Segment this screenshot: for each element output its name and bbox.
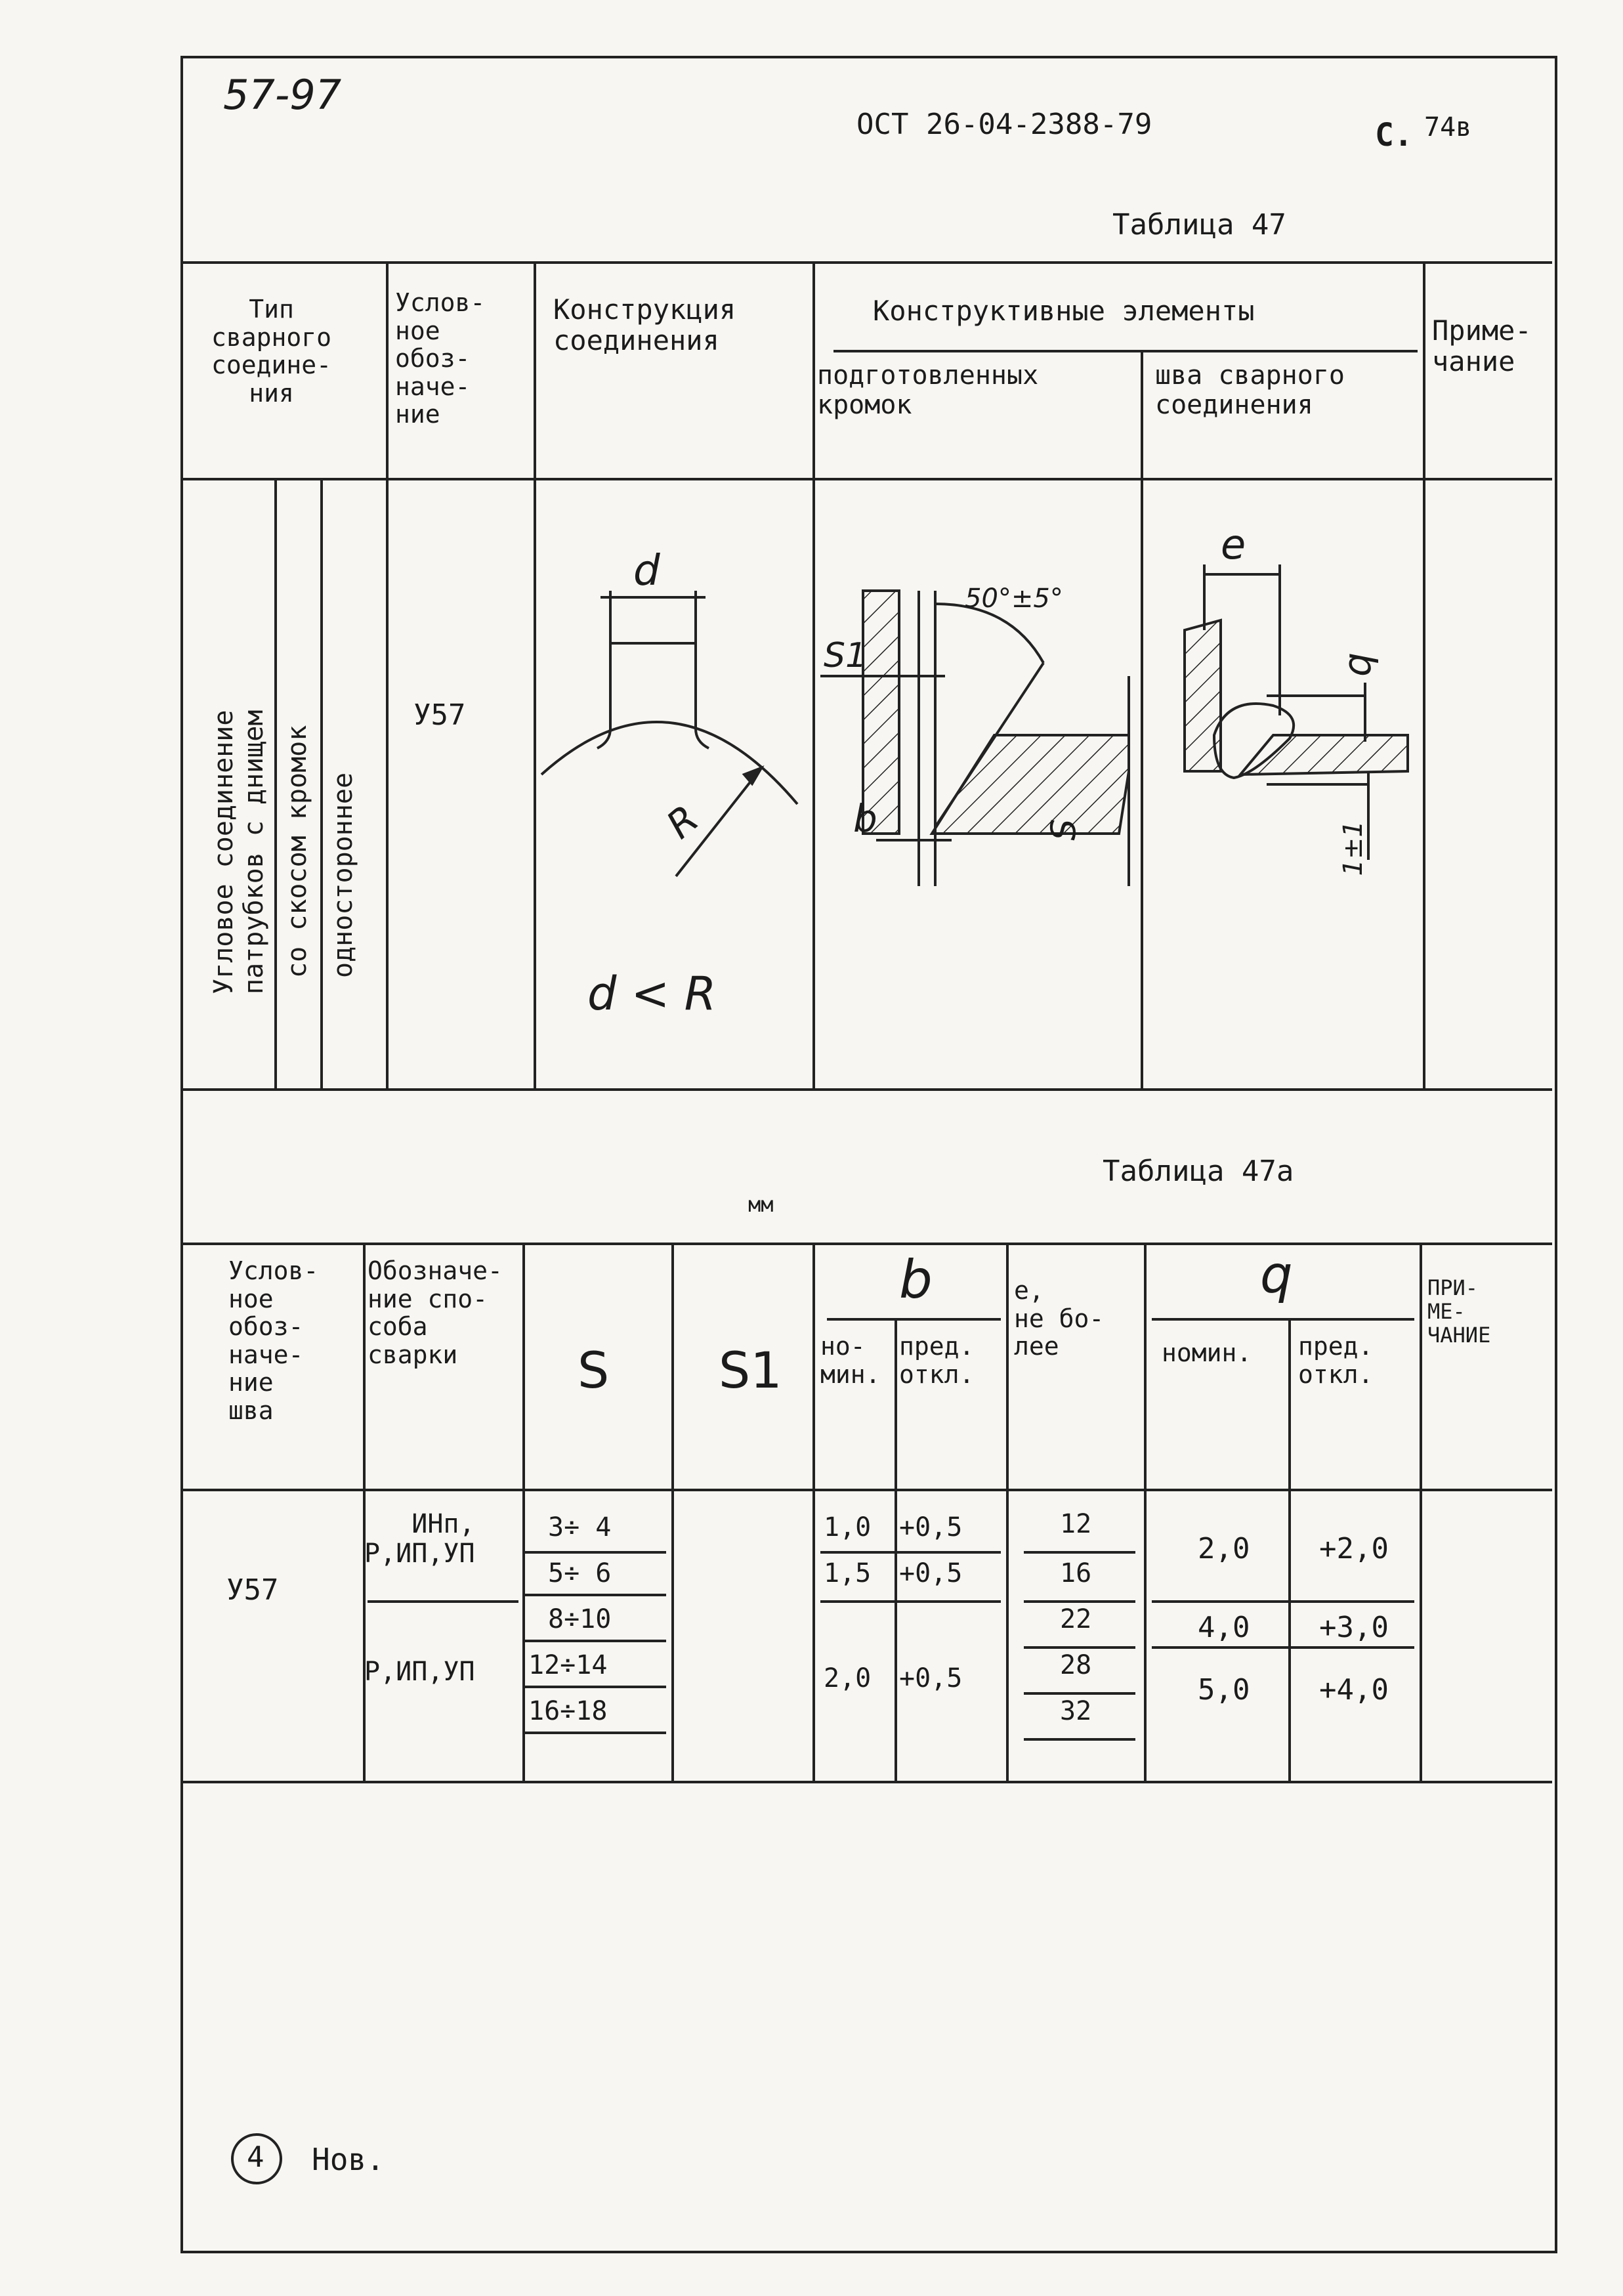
hdr-b-nom: но- мин. xyxy=(820,1332,881,1389)
q-nom-value: 4,0 xyxy=(1198,1611,1250,1644)
hdr-designation: Услов- ное обоз- наче- ние шва xyxy=(228,1256,319,1425)
type-side-label: одностороннее xyxy=(328,772,358,978)
table47-title: Таблица 47 xyxy=(1112,208,1286,242)
e-value: 16 xyxy=(1060,1558,1092,1588)
label-tolerance: 1±1 xyxy=(1338,820,1368,876)
b-nom-value: 2,0 xyxy=(824,1663,872,1693)
standard-number: ОСТ 26-04-2388-79 xyxy=(856,108,1152,141)
e-value: 32 xyxy=(1060,1696,1092,1726)
data-designation: У57 xyxy=(226,1573,279,1607)
e-value: 12 xyxy=(1060,1509,1092,1539)
b-tol-value: +0,5 xyxy=(899,1512,963,1542)
page-prefix: С. xyxy=(1375,117,1413,154)
hdr-b-tol: пред. откл. xyxy=(899,1332,975,1389)
col-edges-header: подготовленных кромок xyxy=(817,360,1039,420)
label-S1: S1 xyxy=(824,636,868,675)
s-value: 16÷18 xyxy=(528,1696,608,1726)
hdr-b: b xyxy=(899,1249,933,1310)
table47a-title: Таблица 47а xyxy=(1103,1155,1294,1188)
label-d: d xyxy=(633,547,660,595)
hdr-q: q xyxy=(1260,1246,1293,1305)
q-nom-value: 2,0 xyxy=(1198,1532,1250,1565)
footer-circle xyxy=(231,2133,282,2184)
data-method-2: Р,ИП,УП xyxy=(364,1657,475,1687)
type-main-label: Угловое соединение патрубков с днищем xyxy=(209,710,269,994)
q-tol-value: +2,0 xyxy=(1319,1532,1389,1565)
label-R: R xyxy=(658,796,707,848)
col-note-header: Приме- чание xyxy=(1432,314,1532,378)
type-bevel-label: со скосом кромок xyxy=(282,725,312,978)
row-designation: У57 xyxy=(413,698,466,732)
hdr-note: ПРИ- МЕ- ЧАНИЕ xyxy=(1427,1275,1491,1348)
condition-label: d < R xyxy=(587,967,717,1021)
hdr-q-nom: номин. xyxy=(1162,1338,1252,1367)
q-nom-value: 5,0 xyxy=(1198,1673,1250,1707)
label-S: S xyxy=(1044,818,1084,841)
label-b: b xyxy=(853,796,877,841)
col-elements-header: Конструктивные элементы xyxy=(873,295,1255,327)
b-tol-value: +0,5 xyxy=(899,1558,963,1588)
col-type-header: Тип сварного соедине- ния xyxy=(211,295,332,408)
hdr-S1: S1 xyxy=(719,1341,782,1399)
table47a-unit: мм xyxy=(748,1192,774,1217)
q-tol-value: +4,0 xyxy=(1319,1673,1389,1707)
label-angle: 50°±5° xyxy=(965,584,1063,614)
hdr-method: Обозначе- ние спо- соба сварки xyxy=(368,1256,503,1369)
s-value: 8÷10 xyxy=(548,1604,612,1634)
data-method-1: ИНп, Р,ИП,УП xyxy=(364,1509,475,1569)
s-value: 3÷ 4 xyxy=(548,1512,612,1542)
q-tol-value: +3,0 xyxy=(1319,1611,1389,1644)
label-q: q xyxy=(1334,652,1380,677)
col-seam-header: шва сварного соединения xyxy=(1155,360,1345,420)
col-construction-header: Конструкция соединения xyxy=(553,293,736,357)
b-tol-value: +0,5 xyxy=(899,1663,963,1693)
hdr-q-tol: пред. откл. xyxy=(1298,1332,1374,1389)
b-nom-value: 1,5 xyxy=(824,1558,872,1588)
handwritten-number: 57-97 xyxy=(223,71,342,119)
footer-circle-number: 4 xyxy=(247,2140,264,2174)
e-value: 22 xyxy=(1060,1604,1092,1634)
s-value: 5÷ 6 xyxy=(548,1558,612,1588)
footer-label: Нов. xyxy=(312,2142,385,2177)
b-nom-value: 1,0 xyxy=(824,1512,872,1542)
e-value: 28 xyxy=(1060,1650,1092,1680)
s-value: 12÷14 xyxy=(528,1650,608,1680)
label-e: e xyxy=(1221,521,1246,568)
page-number: 74в xyxy=(1424,112,1472,142)
hdr-e: е, не бо- лее xyxy=(1014,1276,1105,1361)
col-designation-header: Услов- ное обоз- наче- ние xyxy=(395,288,486,429)
hdr-S: S xyxy=(578,1341,610,1399)
